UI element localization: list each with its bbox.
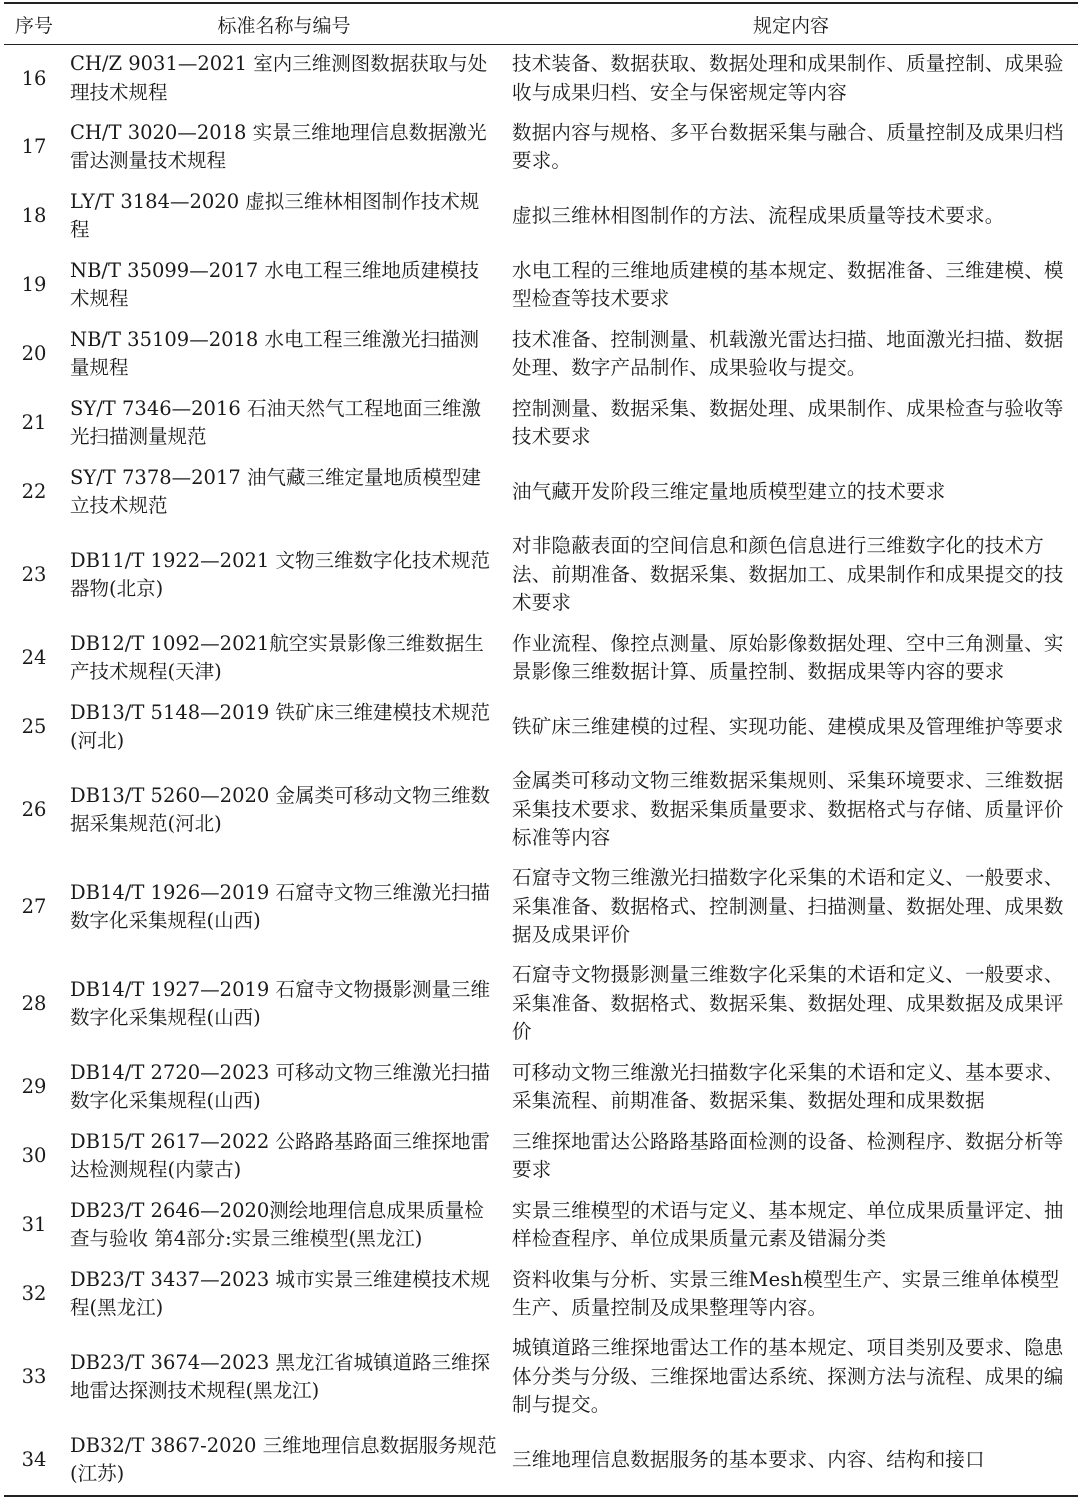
row-standard-name: SY/T 7378—2017 油气藏三维定量地质模型建立技术规范 [70, 465, 481, 517]
header-row [4, 3, 1078, 45]
table-row [4, 1122, 1078, 1191]
row-index: 16 [21, 66, 47, 90]
header-content: 规定内容 [504, 3, 1078, 45]
row-content: 石窟寺文物摄影测量三维数字化采集的术语和定义、一般要求、采集准备、数据格式、数据采集、数据处理、成果数据及成果评价 [512, 963, 1064, 1044]
row-standard-name: CH/T 3020—2018 实景三维地理信息数据激光雷达测量技术规程 [70, 120, 487, 172]
row-standard-name: DB15/T 2617—2022 公路路基路面三维探地雷达检测规程(内蒙古) [70, 1129, 491, 1181]
table-header [4, 3, 1078, 45]
row-content: 数据内容与规格、多平台数据采集与融合、质量控制及成果归档要求。 [512, 120, 1064, 172]
row-standard-name: DB23/T 2646—2020测绘地理信息成果质量检查与验收 第4部分:实景三维模型(黑龙江) [70, 1198, 484, 1250]
row-standard-name: DB12/T 1092—2021航空实景影像三维数据生产技术规程(天津) [70, 631, 484, 683]
row-index: 23 [21, 562, 47, 586]
row-standard-name: DB13/T 5148—2019 铁矿床三维建模技术规范(河北) [70, 700, 491, 752]
row-standard-name: DB23/T 3674—2023 黑龙江省城镇道路三维探地雷达探测技术规程(黑龙江) [70, 1350, 491, 1402]
row-index: 17 [21, 134, 47, 158]
row-index: 24 [21, 645, 47, 669]
table-row [4, 320, 1078, 389]
row-content: 技术准备、控制测量、机载激光雷达扫描、地面激光扫描、数据处理、数字产品制作、成果验收与提交。 [512, 327, 1064, 379]
row-content: 资料收集与分析、实景三维Mesh模型生产、实景三维单体模型生产、质量控制及成果整理等内容。 [512, 1267, 1060, 1319]
table-row [4, 956, 1078, 1053]
row-content: 油气藏开发阶段三维定量地质模型建立的技术要求 [512, 479, 946, 503]
row-index: 34 [4, 1426, 64, 1496]
row-content: 实景三维模型的术语与定义、基本规定、单位成果质量评定、抽样检查程序、单位成果质量元素及错漏分类 [512, 1198, 1064, 1250]
table-row [4, 1426, 1078, 1496]
row-index: 20 [21, 341, 47, 365]
row-content: 水电工程的三维地质建模的基本规定、数据准备、三维建模、模型检查等技术要求 [512, 258, 1064, 310]
table-row [4, 859, 1078, 956]
row-content: 铁矿床三维建模的过程、实现功能、建模成果及管理维护等要求 [512, 714, 1064, 738]
row-standard-name: DB23/T 3437—2023 城市实景三维建模技术规程(黑龙江) [70, 1267, 491, 1319]
table-row [4, 389, 1078, 458]
table-row [4, 458, 1078, 527]
table-row [4, 762, 1078, 859]
row-content: 虚拟三维林相图制作的方法、流程成果质量等技术要求。 [512, 203, 1005, 227]
table-row [4, 1191, 1078, 1260]
table-row [4, 1260, 1078, 1329]
row-content: 作业流程、像控点测量、原始影像数据处理、空中三角测量、实景影像三维数据计算、质量控制、数据成果等内容的要求 [512, 631, 1064, 683]
header-index: 序号 [4, 3, 64, 45]
row-index: 26 [21, 797, 47, 821]
row-standard-name: LY/T 3184—2020 虚拟三维林相图制作技术规程 [70, 189, 480, 241]
row-content: 对非隐蔽表面的空间信息和颜色信息进行三维数字化的技术方法、前期准备、数据采集、数据加工、成果制作和成果提交的技术要求 [512, 534, 1064, 615]
row-content: 三维地理信息数据服务的基本要求、内容、结构和接口 [504, 1426, 1078, 1496]
row-index: 32 [21, 1281, 47, 1305]
table-row [4, 182, 1078, 251]
row-standard-name: DB32/T 3867-2020 三维地理信息数据服务规范(江苏) [64, 1426, 504, 1496]
standards-table [4, 2, 1078, 1497]
row-index: 25 [21, 714, 47, 738]
row-index: 19 [21, 272, 47, 296]
table-row [4, 45, 1078, 113]
row-index: 22 [21, 479, 47, 503]
row-content: 技术装备、数据获取、数据处理和成果制作、质量控制、成果验收与成果归档、安全与保密规定等内容 [512, 52, 1064, 104]
table-body [4, 45, 1078, 1496]
table-row [4, 1329, 1078, 1426]
row-standard-name: NB/T 35099—2017 水电工程三维地质建模技术规程 [70, 258, 480, 310]
row-standard-name: DB14/T 2720—2023 可移动文物三维激光扫描数字化采集规程(山西) [70, 1060, 491, 1112]
table-row [4, 624, 1078, 693]
table-row [4, 527, 1078, 624]
row-standard-name: DB14/T 1927—2019 石窟寺文物摄影测量三维数字化采集规程(山西) [70, 977, 491, 1029]
row-standard-name: DB11/T 1922—2021 文物三维数字化技术规范器物(北京) [70, 548, 491, 600]
row-index: 30 [21, 1143, 47, 1167]
row-content: 三维探地雷达公路路基路面检测的设备、检测程序、数据分析等要求 [512, 1129, 1064, 1181]
table-row [4, 693, 1078, 762]
row-content: 石窟寺文物三维激光扫描数字化采集的术语和定义、一般要求、采集准备、数据格式、控制测量、扫描测量、数据处理、成果数据及成果评价 [512, 866, 1064, 947]
row-index: 29 [21, 1074, 47, 1098]
row-content: 城镇道路三维探地雷达工作的基本规定、项目类别及要求、隐患体分类与分级、三维探地雷达系统、探测方法与流程、成果的编制与提交。 [512, 1336, 1064, 1417]
row-content: 可移动文物三维激光扫描数字化采集的术语和定义、基本要求、采集流程、前期准备、数据采集、数据处理和成果数据 [512, 1060, 1064, 1112]
row-standard-name: NB/T 35109—2018 水电工程三维激光扫描测量规程 [70, 327, 480, 379]
table-row [4, 113, 1078, 182]
table-row [4, 1053, 1078, 1122]
row-standard-name: SY/T 7346—2016 石油天然气工程地面三维激光扫描测量规范 [70, 396, 481, 448]
row-content: 控制测量、数据采集、数据处理、成果制作、成果检查与验收等技术要求 [512, 396, 1064, 448]
row-index: 31 [21, 1212, 47, 1236]
row-index: 18 [21, 203, 47, 227]
table-row [4, 251, 1078, 320]
row-standard-name: CH/Z 9031—2021 室内三维测图数据获取与处理技术规程 [70, 52, 488, 104]
row-index: 33 [21, 1364, 47, 1388]
row-standard-name: DB14/T 1926—2019 石窟寺文物三维激光扫描数字化采集规程(山西) [70, 880, 491, 932]
row-index: 21 [21, 410, 47, 434]
row-index: 28 [21, 991, 47, 1015]
header-name: 标准名称与编号 [64, 3, 504, 45]
row-standard-name: DB13/T 5260—2020 金属类可移动文物三维数据采集规范(河北) [70, 783, 491, 835]
row-index: 27 [21, 894, 47, 918]
row-content: 金属类可移动文物三维数据采集规则、采集环境要求、三维数据采集技术要求、数据采集质量要求、数据格式与存储、质量评价标准等内容 [512, 769, 1064, 850]
